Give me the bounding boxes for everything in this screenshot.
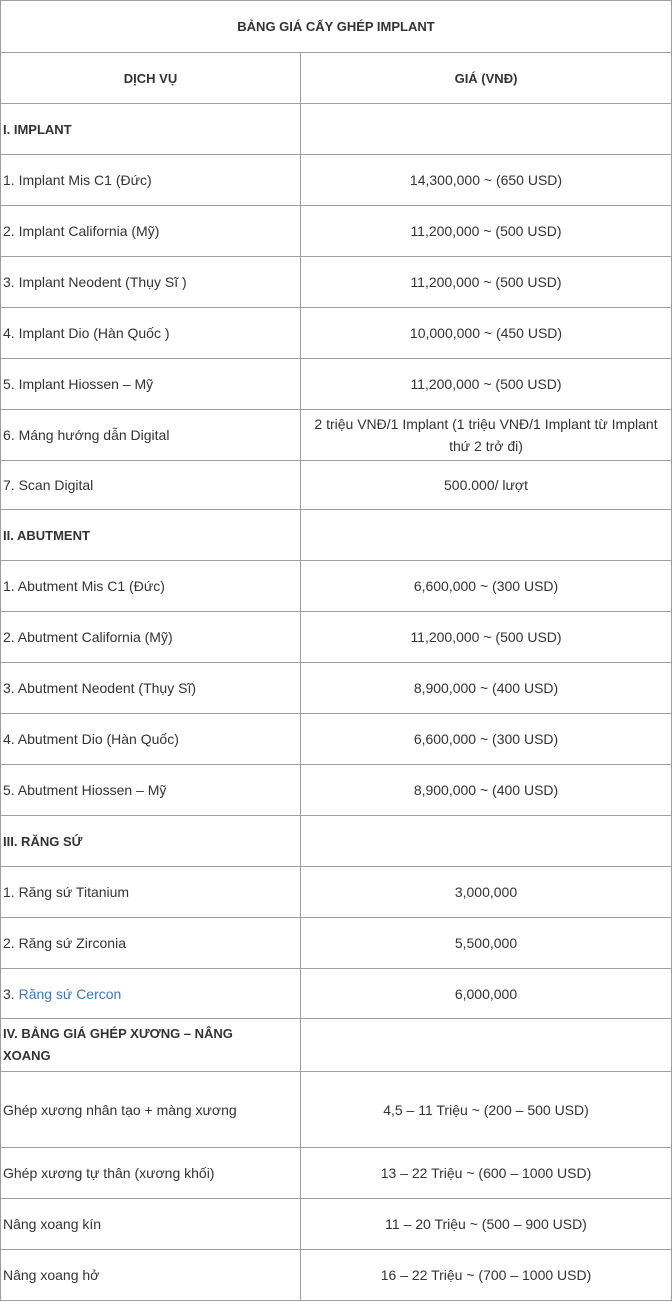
section-heading: II. ABUTMENT <box>1 510 301 561</box>
service-name: 1. Răng sứ Titanium <box>1 867 301 918</box>
service-price: 6,600,000 ~ (300 USD) <box>301 714 672 765</box>
empty-cell <box>301 816 672 867</box>
empty-cell <box>301 104 672 155</box>
empty-cell <box>301 510 672 561</box>
service-name: Nâng xoang hở <box>1 1250 301 1301</box>
header-row <box>1 53 672 104</box>
service-price: 2 triệu VNĐ/1 Implant (1 triệu VNĐ/1 Implant từ Implant thứ 2 trở đi) <box>301 410 672 461</box>
service-price: 11,200,000 ~ (500 USD) <box>301 206 672 257</box>
service-name: Nâng xoang kín <box>1 1199 301 1250</box>
service-price: 11,200,000 ~ (500 USD) <box>301 359 672 410</box>
table-row <box>1 1148 672 1199</box>
service-price: 8,900,000 ~ (400 USD) <box>301 765 672 816</box>
service-name: 3. Abutment Neodent (Thụy Sĩ) <box>1 663 301 714</box>
table-row <box>1 155 672 206</box>
table-row <box>1 765 672 816</box>
service-name: Ghép xương tự thân (xương khối) <box>1 1148 301 1199</box>
table-row <box>1 257 672 308</box>
service-name: 2. Implant California (Mỹ) <box>1 206 301 257</box>
service-price: 14,300,000 ~ (650 USD) <box>301 155 672 206</box>
section-heading <box>1 1019 301 1072</box>
table-row <box>1 1199 672 1250</box>
service-name: Ghép xương nhân tạo + màng xương <box>1 1072 301 1148</box>
table-row <box>1 612 672 663</box>
column-header-service: DỊCH VỤ <box>1 53 301 104</box>
service-name: 5. Implant Hiossen – Mỹ <box>1 359 301 410</box>
table-row <box>1 969 672 1019</box>
table-title-row <box>1 1 672 53</box>
service-name: 7. Scan Digital <box>1 461 301 510</box>
service-price: 5,500,000 <box>301 918 672 969</box>
empty-cell <box>301 1019 672 1072</box>
service-name: 4. Abutment Dio (Hàn Quốc) <box>1 714 301 765</box>
cercon-link[interactable]: Răng sứ Cercon <box>18 985 122 1002</box>
service-name: 2. Răng sứ Zirconia <box>1 918 301 969</box>
service-name: 3. Implant Neodent (Thụy Sĩ ) <box>1 257 301 308</box>
table-row <box>1 1250 672 1301</box>
table-row <box>1 1072 672 1148</box>
table-row <box>1 308 672 359</box>
service-price: 3,000,000 <box>301 867 672 918</box>
service-name: 5. Abutment Hiossen – Mỹ <box>1 765 301 816</box>
column-header-price: GIÁ (VNĐ) <box>301 53 672 104</box>
table-row <box>1 359 672 410</box>
table-row <box>1 867 672 918</box>
section-heading-row <box>1 510 672 561</box>
service-name: 6. Máng hướng dẫn Digital <box>1 410 301 461</box>
service-name: 1. Abutment Mis C1 (Đức) <box>1 561 301 612</box>
service-price: 11 – 20 Triệu ~ (500 – 900 USD) <box>301 1199 672 1250</box>
service-price: 6,600,000 ~ (300 USD) <box>301 561 672 612</box>
table-row <box>1 714 672 765</box>
section-heading: I. IMPLANT <box>1 104 301 155</box>
table-row <box>1 461 672 510</box>
section-heading-row <box>1 104 672 155</box>
section-heading-row <box>1 816 672 867</box>
service-name: 1. Implant Mis C1 (Đức) <box>1 155 301 206</box>
service-name: 4. Implant Dio (Hàn Quốc ) <box>1 308 301 359</box>
table-row <box>1 410 672 461</box>
service-price: 13 – 22 Triệu ~ (600 – 1000 USD) <box>301 1148 672 1199</box>
service-price: 10,000,000 ~ (450 USD) <box>301 308 672 359</box>
section-heading-row <box>1 1019 672 1072</box>
table-title: BẢNG GIÁ CẤY GHÉP IMPLANT <box>1 1 672 53</box>
service-price: 6,000,000 <box>301 969 672 1019</box>
row-number: 3. <box>3 985 15 1002</box>
service-price: 500.000/ lượt <box>301 461 672 510</box>
service-price: 16 – 22 Triệu ~ (700 – 1000 USD) <box>301 1250 672 1301</box>
service-name <box>1 969 301 1019</box>
service-name: 2. Abutment California (Mỹ) <box>1 612 301 663</box>
table-row <box>1 918 672 969</box>
section-heading-line2: XOANG <box>3 1048 51 1063</box>
section-heading-line1: IV. BẢNG GIÁ GHÉP XƯƠNG – NÂNG <box>3 1026 233 1041</box>
service-price: 4,5 – 11 Triệu ~ (200 – 500 USD) <box>301 1072 672 1148</box>
section-heading: III. RĂNG SỨ <box>1 816 301 867</box>
service-price: 11,200,000 ~ (500 USD) <box>301 257 672 308</box>
service-price: 8,900,000 ~ (400 USD) <box>301 663 672 714</box>
service-price: 11,200,000 ~ (500 USD) <box>301 612 672 663</box>
table-row <box>1 561 672 612</box>
table-row <box>1 663 672 714</box>
table-row <box>1 206 672 257</box>
